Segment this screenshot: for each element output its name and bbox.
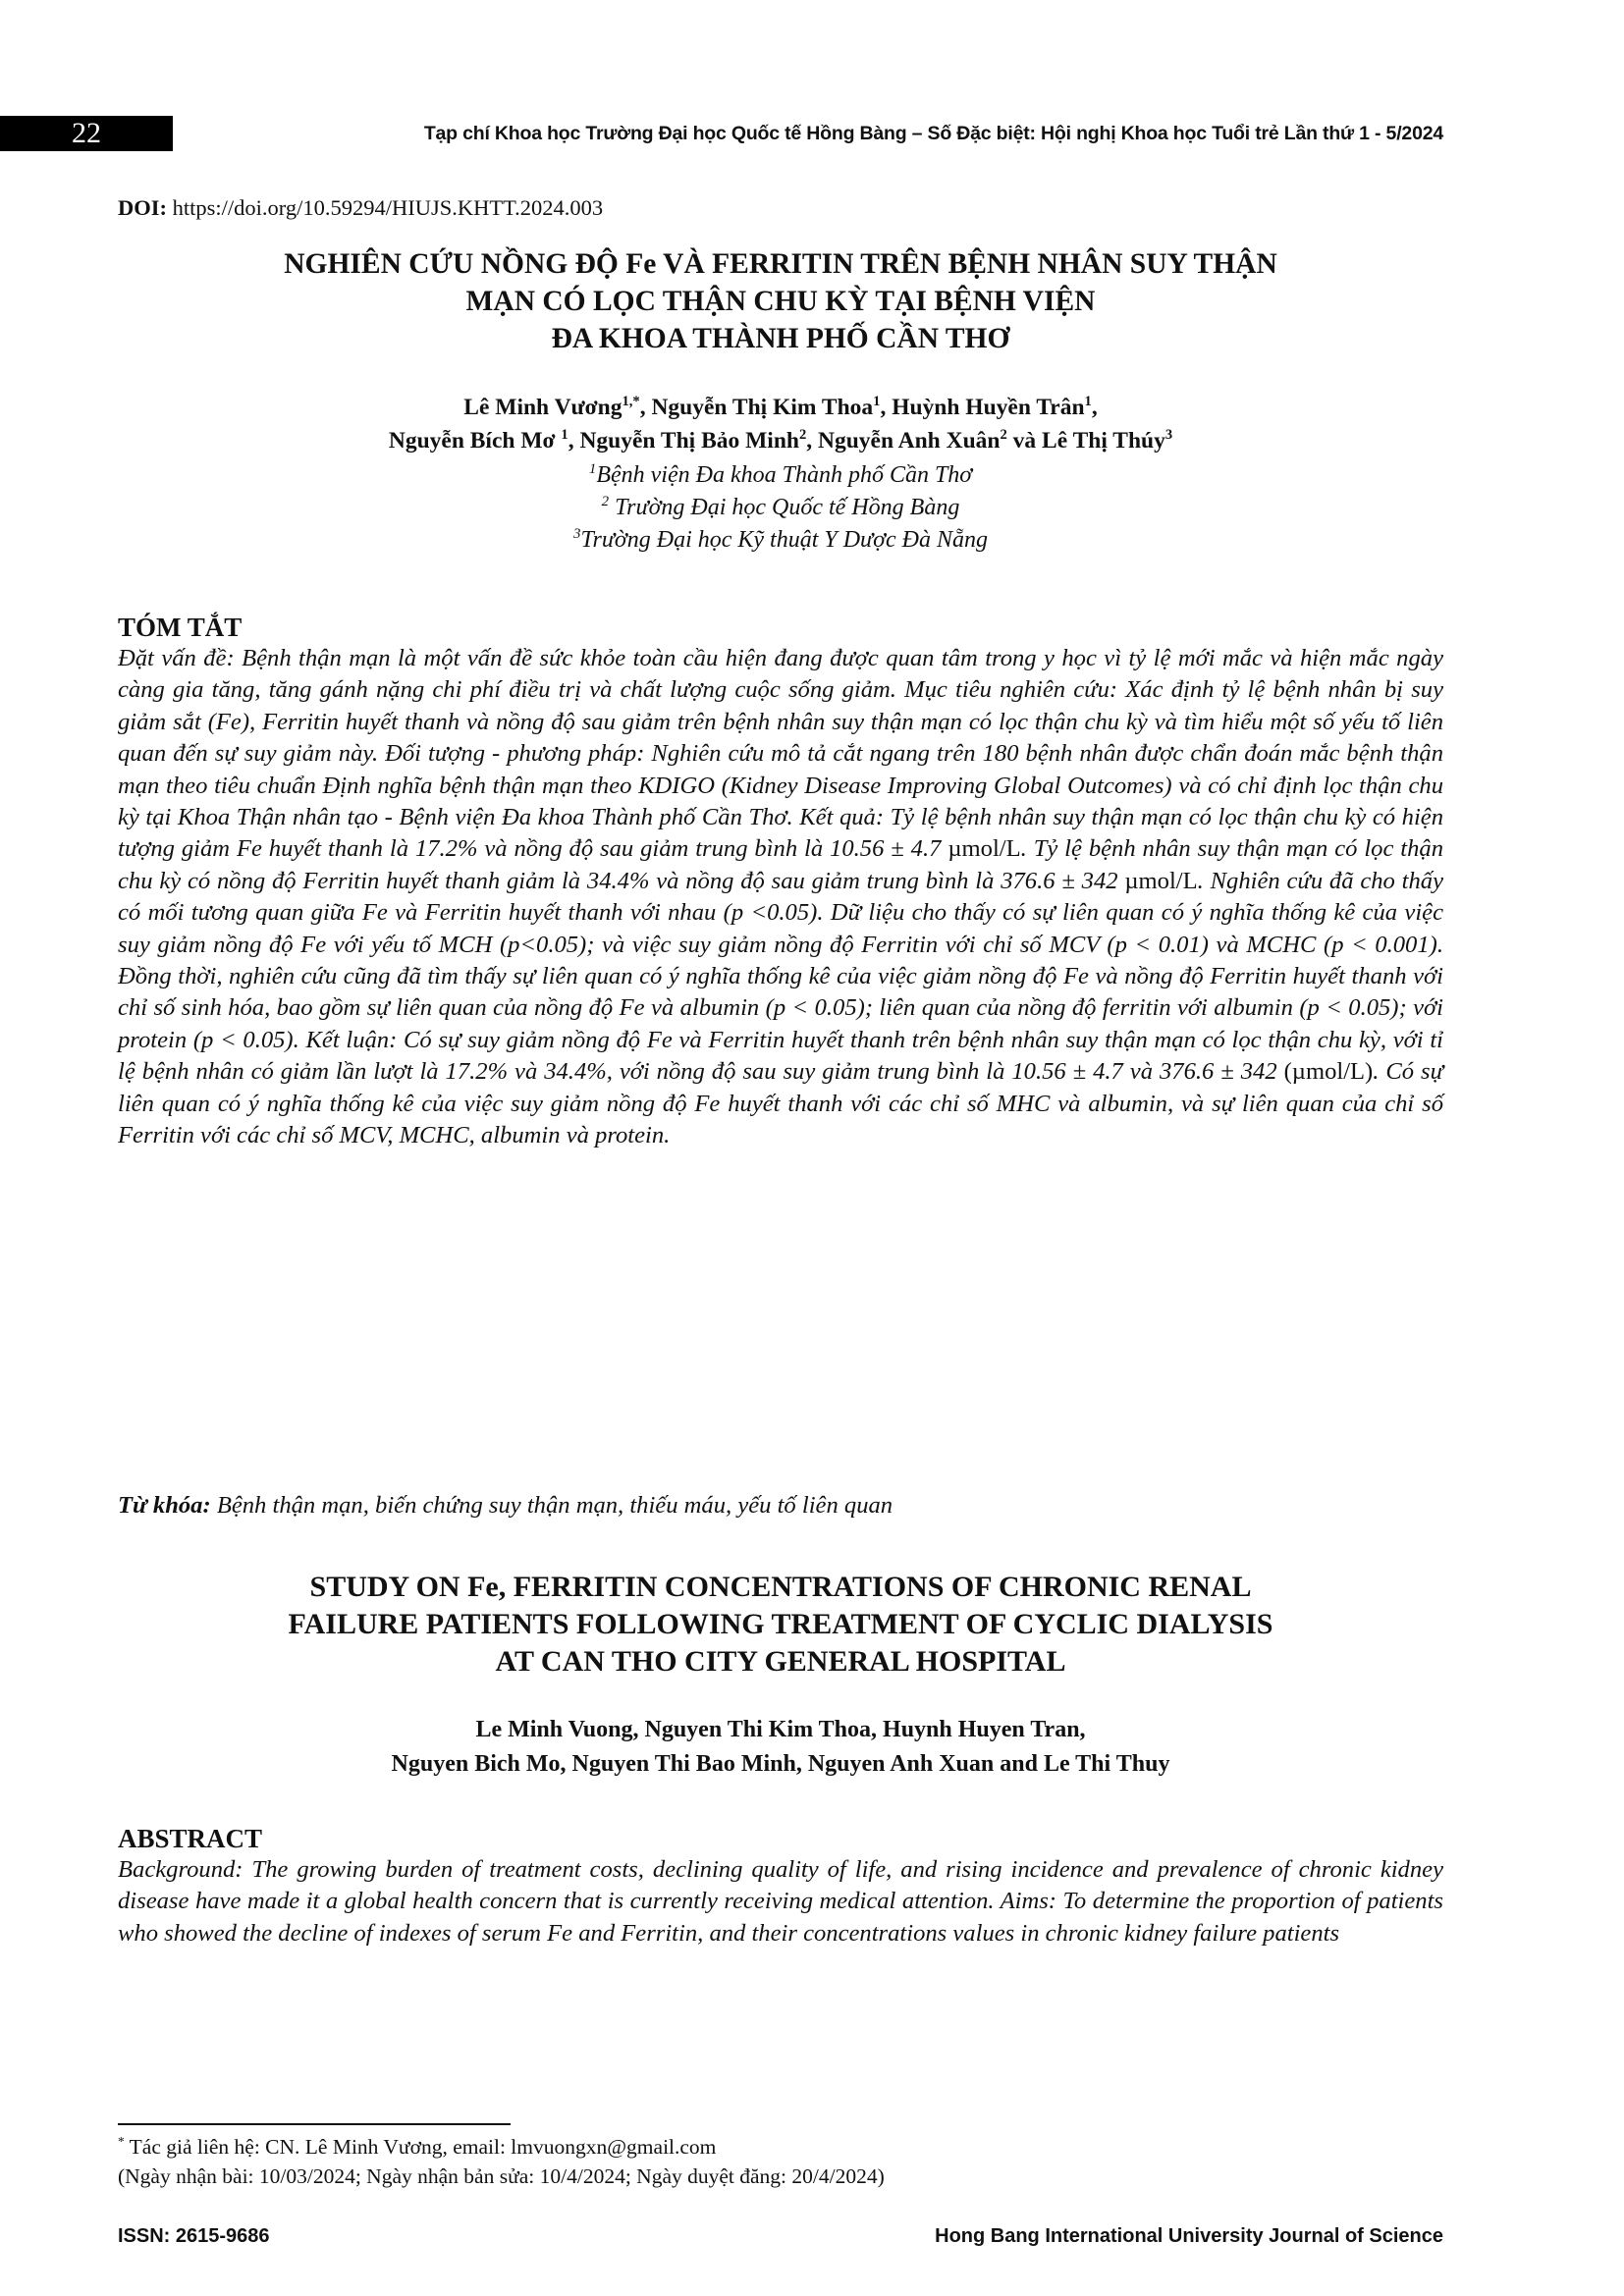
affiliation-list — [118, 459, 1443, 557]
keywords-text: Bệnh thận mạn, biến chứng suy thận mạn, thiếu máu, yếu tố liên quan — [210, 1492, 893, 1519]
journal-running-title: Tạp chí Khoa học Trường Đại học Quốc tế Hồng Bàng – Số Đặc biệt: Hội nghị Khoa học Tuổi trẻ Lần thứ 1 - 5/2024 — [423, 123, 1443, 144]
article-title-en — [118, 1569, 1443, 1681]
author-line-en: Le Minh Vuong, Nguyen Thi Kim Thoa, Huynh Huyen Tran, — [475, 1717, 1086, 1742]
author-affil-mark: 1,* — [622, 394, 640, 410]
author-name: , Nguyễn Thị Kim Thoa — [639, 395, 874, 420]
author-name: và Lê Thị Thúy — [1006, 428, 1165, 454]
title-vn-line: MẠN CÓ LỌC THẬN CHU KỲ TẠI BỆNH VIỆN — [465, 286, 1096, 317]
author-affil-mark: 1 — [873, 394, 881, 410]
author-list-en — [118, 1713, 1443, 1782]
keywords-vn — [118, 1490, 1443, 1522]
title-en-line: STUDY ON Fe, FERRITIN CONCENTRATIONS OF CHRONIC RENAL — [309, 1571, 1252, 1603]
author-line — [118, 391, 1443, 424]
doi-link[interactable]: https://doi.org/10.59294/HIUJS.KHTT.2024.003 — [172, 195, 604, 220]
author-affil-mark: 2 — [1000, 427, 1007, 444]
author-line — [118, 424, 1443, 457]
title-en-line: FAILURE PATIENTS FOLLOWING TREATMENT OF CYCLIC DIALYSIS — [288, 1608, 1273, 1640]
author-name: Lê Minh Vương — [463, 395, 623, 420]
summary-text: . Có sự liên quan có ý nghĩa thống kê của việc suy giảm nồng độ Fe huyết thanh với các chỉ số MHC và albumin, và sự liên quan của chỉ số Ferritin với các chỉ số MCV, MCHC, albumin và protein. — [118, 1058, 1443, 1149]
author-name: , Nguyễn Anh Xuân — [806, 428, 1001, 454]
author-name: Nguyễn Bích Mơ — [388, 428, 562, 454]
title-vn-line: NGHIÊN CỨU NỒNG ĐỘ Fe VÀ FERRITIN TRÊN BỆNH NHÂN SUY THẬN — [284, 248, 1277, 280]
corresponding-author-note — [118, 2132, 1443, 2162]
unit-text: µmol/L — [947, 835, 1021, 863]
author-affil-mark: 1 — [561, 427, 568, 444]
summary-text: . Tỷ lệ bệnh nhân suy thận mạn có lọc thận chu kỳ có nồng độ Ferritin huyết thanh giảm là 34.4% và nồng độ sau giảm trung bình là 376.6 ± 342 — [118, 835, 1443, 894]
title-en-line: AT CAN THO CITY GENERAL HOSPITAL — [495, 1645, 1066, 1678]
affiliation — [118, 459, 1443, 492]
issn-footer: ISSN: 2615-9686 — [118, 2225, 270, 2247]
abstract-body-en: Background: The growing burden of treatment costs, declining quality of life, and rising incidence and prevalence of chronic kidney disease have made it a global health concern that is currently receiving medical attention. Aims: To determine the proportion of patients who showed the decline of indexes of serum Fe and Ferritin, and their concentrations values in chronic kidney failure patients — [118, 1856, 1443, 1947]
author-affil-mark: 3 — [1164, 427, 1173, 444]
footnote-divider — [118, 2123, 511, 2125]
summary-body-vn — [118, 643, 1443, 1152]
affiliation — [118, 524, 1443, 557]
journal-footer: Hong Bang International University Journal of Science — [935, 2225, 1443, 2247]
author-affil-mark: 1 — [1084, 394, 1092, 410]
footnotes — [118, 2132, 1443, 2191]
unit-text: (µmol/L) — [1283, 1058, 1374, 1086]
affiliation-mark: 3 — [573, 526, 581, 542]
doi-label: DOI: — [118, 195, 167, 220]
doi-line — [118, 194, 1443, 222]
affiliation-text: Bệnh viện Đa khoa Thành phố Cần Thơ — [596, 462, 973, 488]
article-dates: (Ngày nhận bài: 10/03/2024; Ngày nhận bản sửa: 10/4/2024; Ngày duyệt đăng: 20/4/2024) — [118, 2164, 885, 2188]
summary-heading-vn: TÓM TẮT — [118, 613, 243, 642]
abstract-heading-en: ABSTRACT — [118, 1824, 263, 1853]
title-vn-line: ĐA KHOA THÀNH PHỐ CẦN THƠ — [551, 323, 1010, 354]
page-number: 22 — [0, 116, 173, 151]
running-header — [0, 116, 1443, 151]
author-line-en: Nguyen Bich Mo, Nguyen Thi Bao Minh, Nguyen Anh Xuan and Le Thi Thuy — [391, 1751, 1170, 1777]
affiliation-mark: 2 — [601, 494, 610, 509]
summary-text: Đặt vấn đề: Bệnh thận mạn là một vấn đề sức khỏe toàn cầu hiện đang được quan tâm trong y học vì tỷ lệ mới mắc và hiện mắc ngày càng gia tăng, tăng gánh nặng chi phí điều trị và chất lượng cuộc sống giảm. Mục tiêu nghiên cứu: Xác định tỷ lệ bệnh nhân bị suy giảm sắt (Fe), Ferritin huyết thanh và nồng độ sau giảm trên bệnh nhân suy thận mạn có lọc thận chu kỳ và tìm hiểu một số yếu tố liên quan đến sự suy giảm này. Đối tượng - phương pháp: Nghiên cứu mô tả cắt ngang trên 180 bệnh nhân được chẩn đoán mắc bệnh thận mạn theo tiêu chuẩn Định nghĩa bệnh thận mạn theo KDIGO (Kidney Disease Improving Global Outcomes) và có chỉ định lọc thận chu kỳ tại Khoa Thận nhân tạo - Bệnh viện Đa khoa Thành phố Cần Thơ. Kết quả: Tỷ lệ bệnh nhân suy thận mạn có lọc thận chu kỳ có hiện tượng giảm Fe huyết thanh là 17.2% và nồng độ sau giảm trung bình là 10.56 ± 4.7 — [118, 645, 1443, 863]
affiliation — [118, 492, 1443, 524]
author-name: , Huỳnh Huyền Trân — [880, 395, 1085, 420]
author-affil-mark: 2 — [798, 427, 807, 444]
author-name: , Nguyễn Thị Bảo Minh — [568, 428, 799, 454]
summary-text: . Nghiên cứu đã cho thấy có mối tương quan giữa Fe và Ferritin huyết thanh với nhau (p <0.05). Dữ liệu cho thấy có sự liên quan có ý nghĩa thống kê của việc suy giảm nồng độ Fe với yếu tố MCH (p<0.05); và việc suy giảm nồng độ Ferritin với chỉ số MCV (p < 0.01) và MCHC (p < 0.001). Đồng thời, nghiên cứu cũng đã tìm thấy sự liên quan có ý nghĩa thống kê của việc giảm nồng độ Fe và nồng độ Ferritin huyết thanh với chỉ số sinh hóa, bao gồm sự liên quan của nồng độ Fe và albumin (p < 0.05); liên quan của nồng độ ferritin với albumin (p < 0.05); với protein (p < 0.05). Kết luận: Có sự suy giảm nồng độ Fe và Ferritin huyết thanh trên bệnh nhân suy thận mạn có lọc thận chu kỳ, với tỉ lệ bệnh nhân có giảm lần lượt là 17.2% và 34.4%, với nồng độ sau suy giảm trung bình là 10.56 ± 4.7 và 376.6 ± 342 — [118, 867, 1443, 1086]
affiliation-mark: 1 — [588, 461, 597, 477]
author-list-vn — [118, 391, 1443, 457]
article-title-vn — [118, 245, 1443, 357]
unit-text: µmol/L — [1124, 867, 1198, 894]
affiliation-text: Trường Đại học Kỹ thuật Y Dược Đà Nẵng — [580, 527, 988, 553]
author-separator: , — [1091, 395, 1098, 420]
footnote-mark: * — [118, 2133, 125, 2149]
corresponding-author-text: Tác giả liên hệ: CN. Lê Minh Vương, email: lmvuongxn@gmail.com — [129, 2135, 717, 2159]
affiliation-text: Trường Đại học Quốc tế Hồng Bàng — [609, 495, 960, 520]
keywords-label: Từ khóa: — [118, 1492, 211, 1519]
